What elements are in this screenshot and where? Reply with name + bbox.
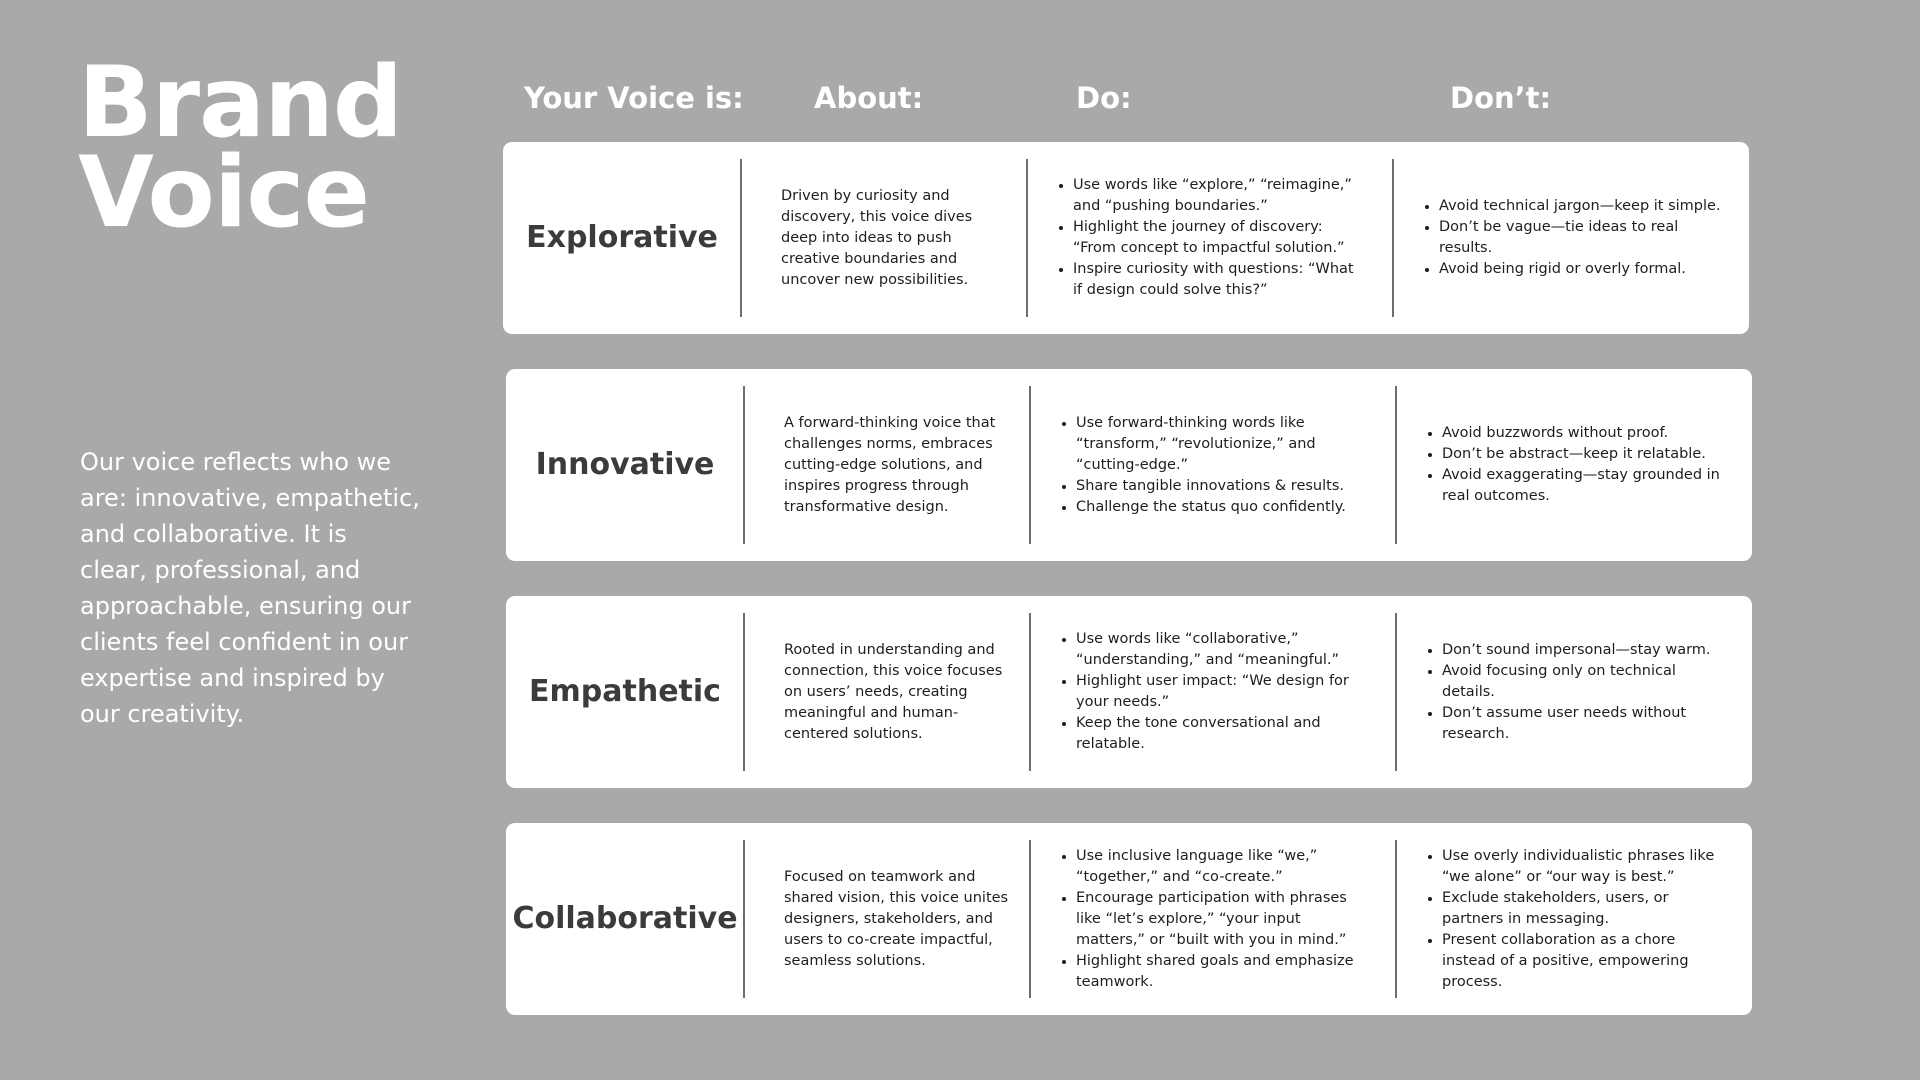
voice-name: Innovative [535,447,715,482]
dont-list [1428,640,1728,745]
dont-item: • Don’t assume user needs without research. [1442,703,1728,745]
page-title [78,46,403,250]
about-text: A forward-thinking voice that challenges norms, embraces cutting-edge solutions, and inspires progress through transformative design. [784,414,996,515]
about-text: Focused on teamwork and shared vision, this voice unites designers, stakeholders, and users to co-create impactful, seamless solutions. [784,868,1009,969]
voice-dont [1428,596,1728,788]
about-text: Driven by curiosity and discovery, this voice dives deep into ideas to push creative boundaries and uncover new possibilities. [781,187,973,288]
dont-item: • Avoid buzzwords without proof. [1442,423,1728,444]
voice-about [784,369,1014,561]
dont-item: • Avoid exaggerating—stay grounded in real outcomes. [1442,465,1728,507]
column-divider [743,386,745,544]
do-item: • Encourage participation with phrases like “let’s explore,” “your input matters,” or “built with you in mind.” [1076,888,1362,951]
do-list [1062,413,1362,518]
do-item: • Use words like “collaborative,” “understanding,” and “meaningful.” [1076,629,1362,671]
header-about: About: [814,81,924,115]
do-item: • Highlight user impact: “We design for your needs.” [1076,671,1362,713]
do-item: • Use forward-thinking words like “transform,” “revolutionize,” and “cutting-edge.” [1076,413,1362,476]
do-item: • Inspire curiosity with questions: “What if design could solve this?” [1073,259,1359,301]
dont-item: • Present collaboration as a chore instead of a positive, empowering process. [1442,930,1728,993]
do-item: • Share tangible innovations & results. [1076,476,1362,497]
do-item: • Use inclusive language like “we,” “together,” and “co-create.” [1076,846,1362,888]
column-divider [1395,386,1397,544]
column-divider [1029,613,1031,771]
dont-list [1428,423,1728,507]
do-item: • Use words like “explore,” “reimagine,” and “pushing boundaries.” [1073,175,1359,217]
voice-card-empathetic [506,596,1752,788]
intro-paragraph: Our voice reflects who we are: innovative, empathetic, and collaborative. It is clear, professional, and approachable, ensuring our clients feel confident in our expertise and inspired by our creativity. [80,448,420,728]
voice-do [1062,369,1362,561]
dont-list [1428,846,1728,993]
do-item: • Highlight shared goals and emphasize teamwork. [1076,951,1362,993]
voice-about [784,596,1014,788]
column-divider [1029,386,1031,544]
voice-card-innovative [506,369,1752,561]
voice-about [784,823,1014,1015]
voice-about [781,142,1011,334]
voice-card-explorative [503,142,1749,334]
voice-do [1059,142,1359,334]
column-divider [1029,840,1031,998]
column-divider [740,159,742,317]
voice-name: Empathetic [529,674,721,709]
column-divider [743,840,745,998]
voice-card-collaborative [506,823,1752,1015]
do-list [1059,175,1359,301]
header-your-voice: Your Voice is: [524,81,744,115]
voice-do [1062,596,1362,788]
column-divider [1026,159,1028,317]
voice-name: Explorative [526,220,718,255]
column-divider [1395,840,1397,998]
do-list [1062,846,1362,993]
dont-item: • Avoid technical jargon—keep it simple. [1439,196,1725,217]
dont-item: • Don’t be vague—tie ideas to real results. [1439,217,1725,259]
dont-item: • Use overly individualistic phrases like “we alone” or “our way is best.” [1442,846,1728,888]
do-item: • Highlight the journey of discovery: “From concept to impactful solution.” [1073,217,1359,259]
dont-item: • Exclude stakeholders, users, or partners in messaging. [1442,888,1728,930]
title-line-1: Brand [78,46,403,160]
voice-dont [1425,142,1725,334]
title-line-2: Voice [78,136,369,250]
voice-dont [1428,823,1728,1015]
voice-name: Collaborative [512,901,738,936]
voice-do [1062,823,1362,1015]
dont-item: • Avoid being rigid or overly formal. [1439,259,1725,280]
voice-dont [1428,369,1728,561]
do-item: • Challenge the status quo confidently. [1076,497,1362,518]
column-divider [1395,613,1397,771]
do-item: • Keep the tone conversational and relatable. [1076,713,1362,755]
dont-item: • Don’t sound impersonal—stay warm. [1442,640,1728,661]
dont-item: • Don’t be abstract—keep it relatable. [1442,444,1728,465]
header-dont: Don’t: [1450,81,1552,115]
column-divider [743,613,745,771]
header-do: Do: [1076,81,1132,115]
column-divider [1392,159,1394,317]
do-list [1062,629,1362,755]
dont-item: • Avoid focusing only on technical details. [1442,661,1728,703]
about-text: Rooted in understanding and connection, this voice focuses on users’ needs, creating meaningful and human-centered solutions. [784,641,1003,742]
dont-list [1425,196,1725,280]
